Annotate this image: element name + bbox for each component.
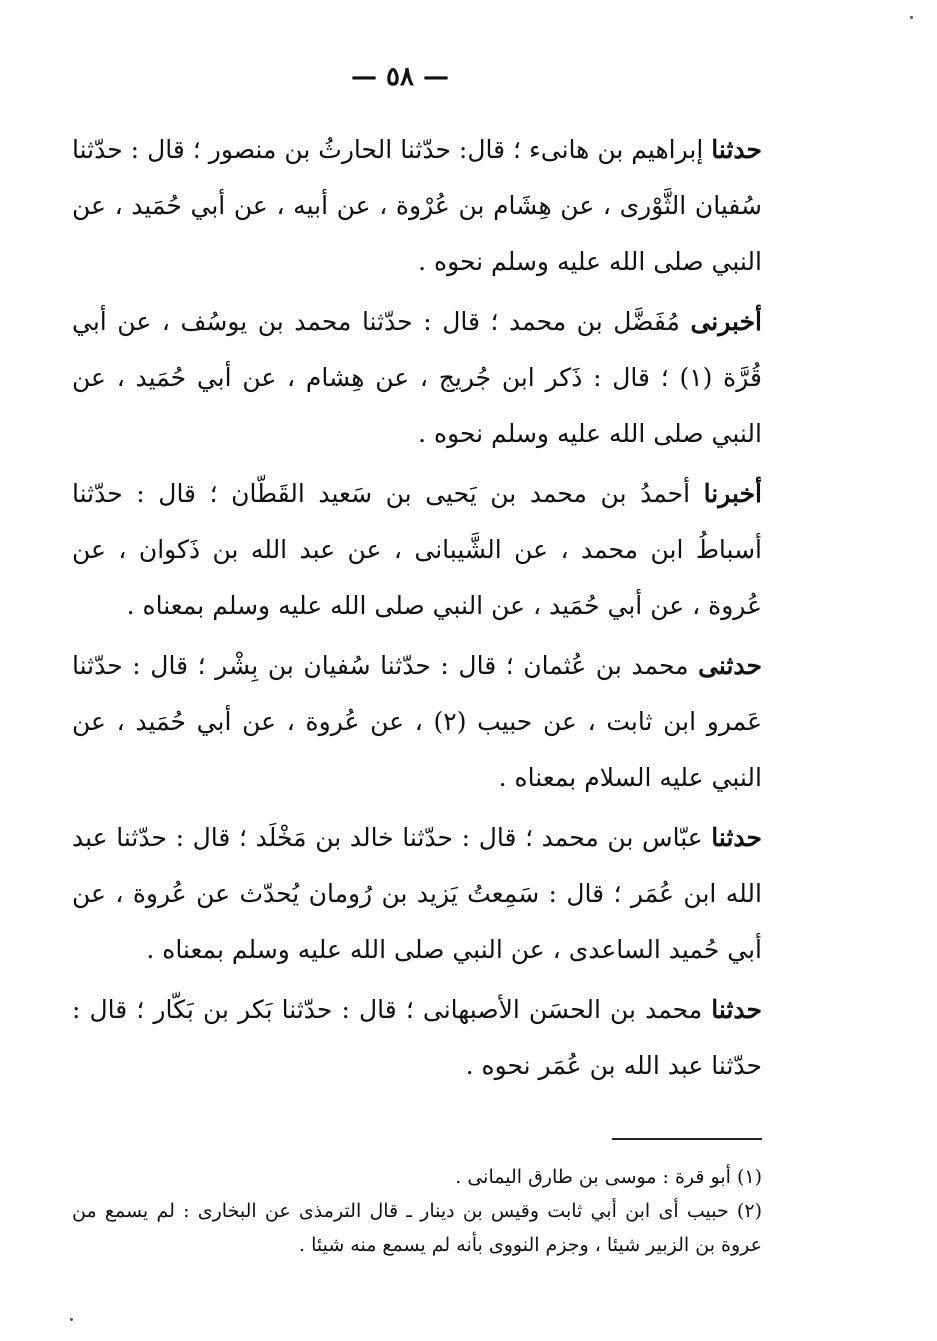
main-text — [72, 122, 762, 1098]
scan-speck — [70, 1318, 73, 1321]
page-number: — ٥٨ — — [350, 62, 450, 92]
paragraph-lead-word: أخبرنا — [703, 479, 762, 508]
paragraph-lead-word: أخبرنى — [690, 307, 762, 336]
scan-speck — [910, 16, 913, 19]
footnotes — [72, 1160, 762, 1262]
paragraph-text: إبراهيم بن هانىء ؛ قال: حدّثنا الحارثُ بن منصور ؛ قال : حدّثنا سُفيان الثَّوْرى ، عن هِشَام بن عُرْوة ، عن أبيه ، عن أبي حُمَيد ، عن النبي صلى الله عليه وسلم نحوه . — [72, 135, 762, 276]
hadith-paragraph — [72, 466, 762, 634]
paragraph-text: مُفَضَّل بن محمد ؛ قال : حدّثنا محمد بن يوسُف ، عن أبي قُرَّة (١) ؛ قال : ذَكر ابن جُريج ، عن هِشام ، عن أبي حُمَيد ، عن النبي صلى الله عليه وسلم نحوه . — [72, 307, 762, 448]
hadith-paragraph — [72, 122, 762, 290]
paragraph-text: أحمدُ بن محمد بن يَحيى بن سَعيد القَطّان ؛ قال : حدّثنا أسباطُ ابن محمد ، عن الشَّيبانى ، عن عبد الله بن ذَكوان ، عن عُروة ، عن أبي حُمَيد ، عن النبي صلى الله عليه وسلم بمعناه . — [72, 479, 762, 620]
paragraph-text: محمد بن عُثمان ؛ قال : حدّثنا سُفيان بن بِشْر ؛ قال : حدّثنا عَمرو ابن ثابت ، عن حبيب (٢) ، عن عُروة ، عن أبي حُمَيد ، عن النبي عليه السلام بمعناه . — [72, 651, 762, 792]
hadith-paragraph — [72, 294, 762, 462]
footnote: (٢) حبيب أى ابن أبي ثابت وقيس بن دينار ـ قال الترمذى عن البخارى : لم يسمع من عروة بن الزبير شيئا ، وجزم النووى بأنه لم يسمع منه شيئا . — [72, 1200, 762, 1256]
paragraph-text: محمد بن الحسَن الأصبهانى ؛ قال : حدّثنا بَكر بن بَكّار ؛ قال : حدّثنا عبد الله بن عُمَر نحوه . — [72, 995, 762, 1080]
hadith-paragraph — [72, 810, 762, 978]
paragraph-text: عبّاس بن محمد ؛ قال : حدّثنا خالد بن مَخْلَد ؛ قال : حدّثنا عبد الله ابن عُمَر ؛ قال : سَمِعتُ يَزيد بن رُومان يُحدّث عن عُروة ، عن أبي حُميد الساعدى ، عن النبي صلى الله عليه وسلم بمعناه . — [72, 823, 762, 964]
paragraph-lead-word: حدثنا — [711, 135, 762, 164]
footnote: (١) أبو قرة : موسى بن طارق اليمانى . — [455, 1166, 762, 1188]
hadith-paragraph — [72, 638, 762, 806]
footnote-divider — [612, 1138, 762, 1140]
paragraph-lead-word: حدثنا — [711, 995, 762, 1024]
hadith-paragraph — [72, 982, 762, 1094]
paragraph-lead-word: حدثنى — [698, 651, 762, 680]
paragraph-lead-word: حدثنا — [711, 823, 762, 852]
